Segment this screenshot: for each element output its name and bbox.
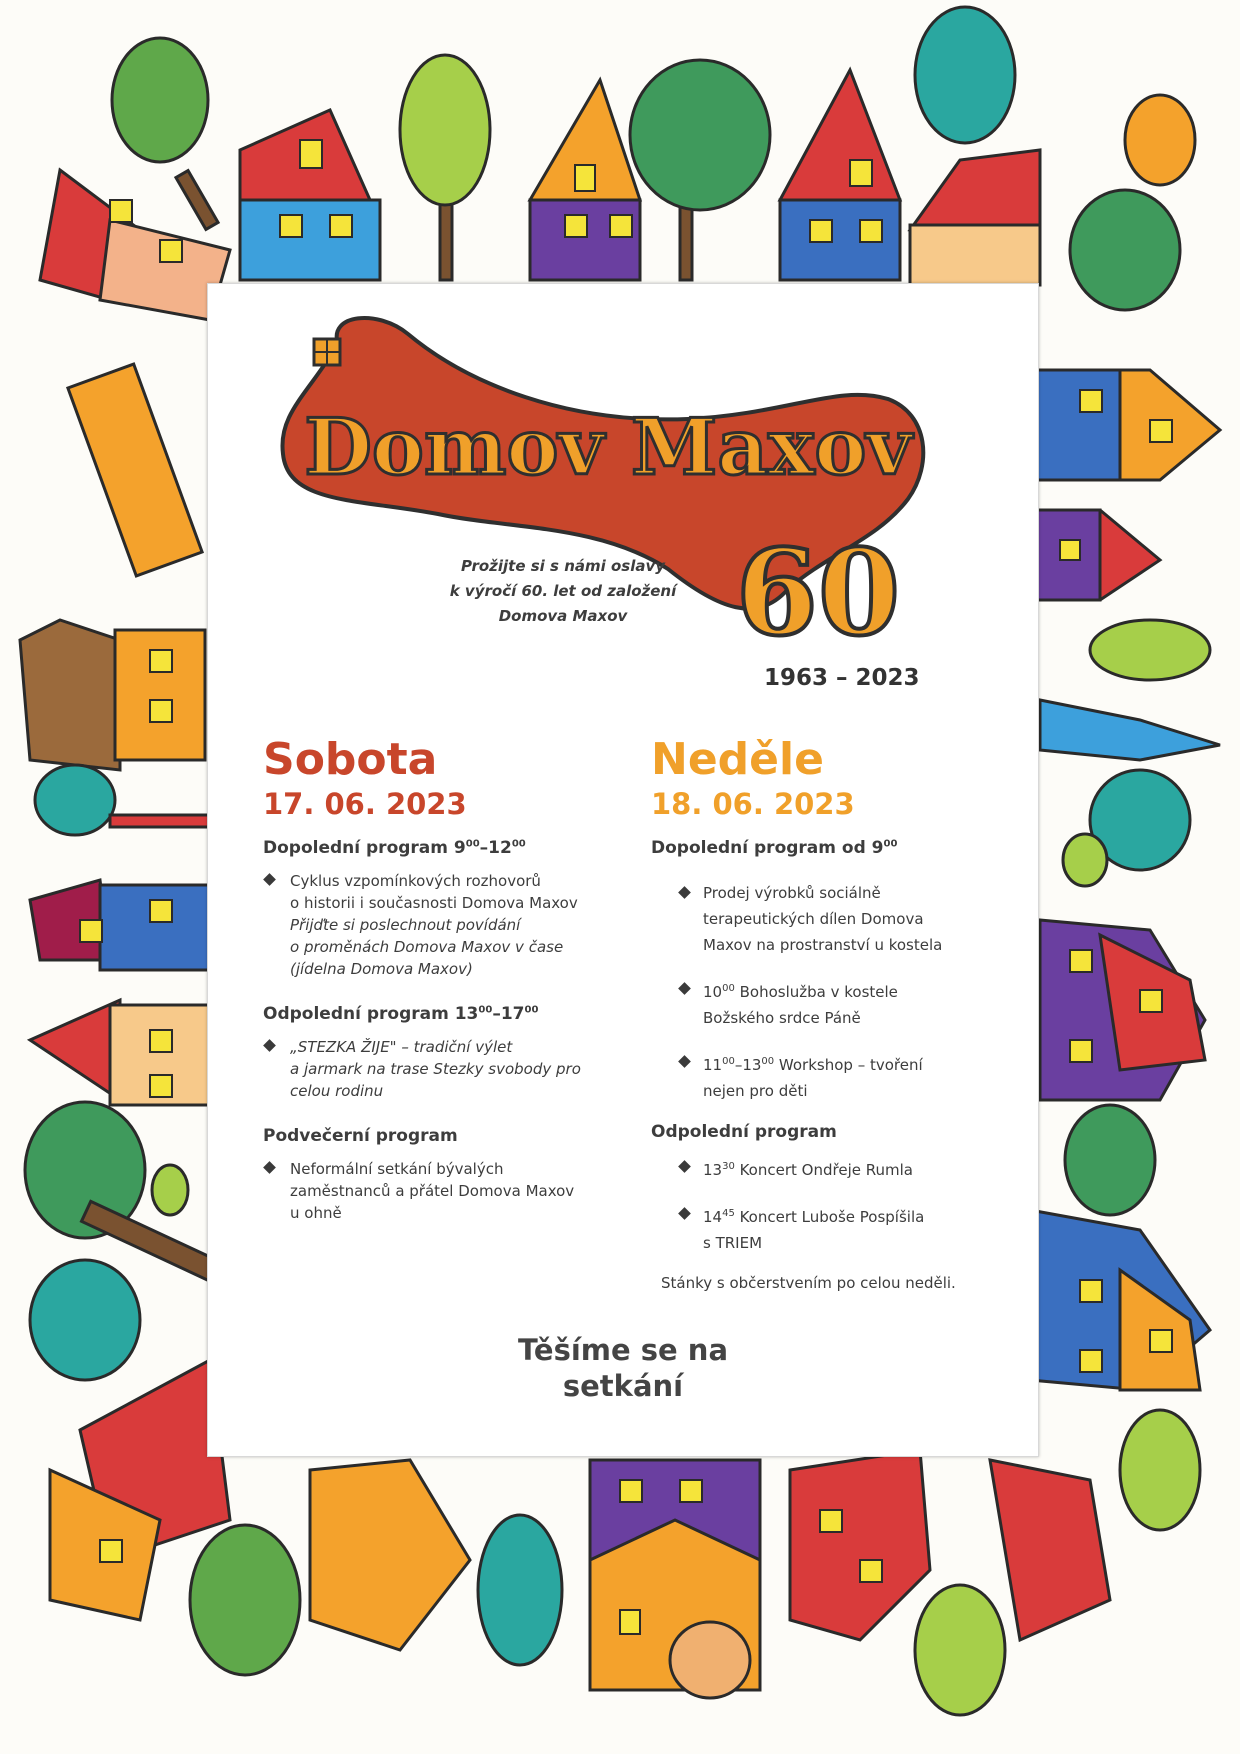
program-item: Neformální setkání bývalých zaměstnanců a přátel Domova Maxov u ohně [263, 1158, 603, 1224]
logo-anniversary-number: 60 [735, 523, 901, 662]
subtitle-line: Prožijte si s námi oslavy [460, 557, 666, 575]
program-item: $13^{30}$ Koncert Ondřeje Rumla [651, 1154, 1001, 1183]
day-heading: Sobota [263, 734, 438, 785]
program-item: Cyklus vzpomínkových rozhovorů o historii i současnosti Domova Maxov Přijďte si poslechnout povídání o proměnách Domova Maxov v čase (jídelna Domova Maxov) [263, 870, 603, 980]
program-item: $14^{45}$ Koncert Luboše Pospíšila s TRIEM [651, 1201, 1001, 1256]
diamond-bullet-icon [678, 1055, 691, 1068]
subtitle-line: Domova Maxov [498, 607, 628, 625]
section-title: Odpolední program $13^{00}-17^{00}$ [263, 1004, 539, 1024]
event-card [207, 283, 1039, 1457]
program-item: $11^{00}-13^{00}$ Workshop – tvoření nejen pro děti [651, 1049, 1001, 1104]
sunday-column [651, 734, 1001, 1292]
program-item: „STEZKA ŽIJE" – tradiční výlet a jarmark na trase Stezky svobody pro celou rodinu [263, 1036, 603, 1102]
closing-message [438, 1332, 808, 1404]
program-item: $10^{00}$ Bohoslužba v kostele Božského srdce Páně [651, 976, 1001, 1031]
diamond-bullet-icon [678, 1160, 691, 1173]
program-item: Prodej výrobků sociálně terapeutických dílen Domova Maxov na prostranství u kostela [651, 880, 1001, 958]
section-title: Dopolední program $9^{00}-12^{00}$ [263, 838, 526, 858]
diamond-bullet-icon [678, 886, 691, 899]
day-date: 17. 06. 2023 [263, 787, 467, 821]
diamond-bullet-icon [678, 982, 691, 995]
closing-line: Těšíme se na [517, 1333, 729, 1367]
diamond-bullet-icon [263, 1039, 276, 1052]
day-heading: Neděle [651, 734, 824, 785]
logo-title: Domov Maxov [304, 402, 912, 493]
day-date: 18. 06. 2023 [651, 787, 855, 821]
years-range: 1963 – 2023 [764, 665, 920, 691]
subtitle-line: k výročí 60. let od založení [449, 582, 677, 600]
diamond-bullet-icon [678, 1207, 691, 1220]
closing-line: setkání [562, 1369, 684, 1403]
section-title: Podvečerní program [263, 1126, 458, 1146]
section-title: Odpolední program [651, 1122, 837, 1142]
diamond-bullet-icon [263, 873, 276, 886]
refreshment-stands-note: Stánky s občerstvením po celou neděli. [661, 1274, 956, 1292]
section-title: Dopolední program od $9^{00}$ [651, 838, 898, 858]
diamond-bullet-icon [263, 1161, 276, 1174]
saturday-column [263, 734, 603, 1238]
subtitle [418, 554, 708, 629]
